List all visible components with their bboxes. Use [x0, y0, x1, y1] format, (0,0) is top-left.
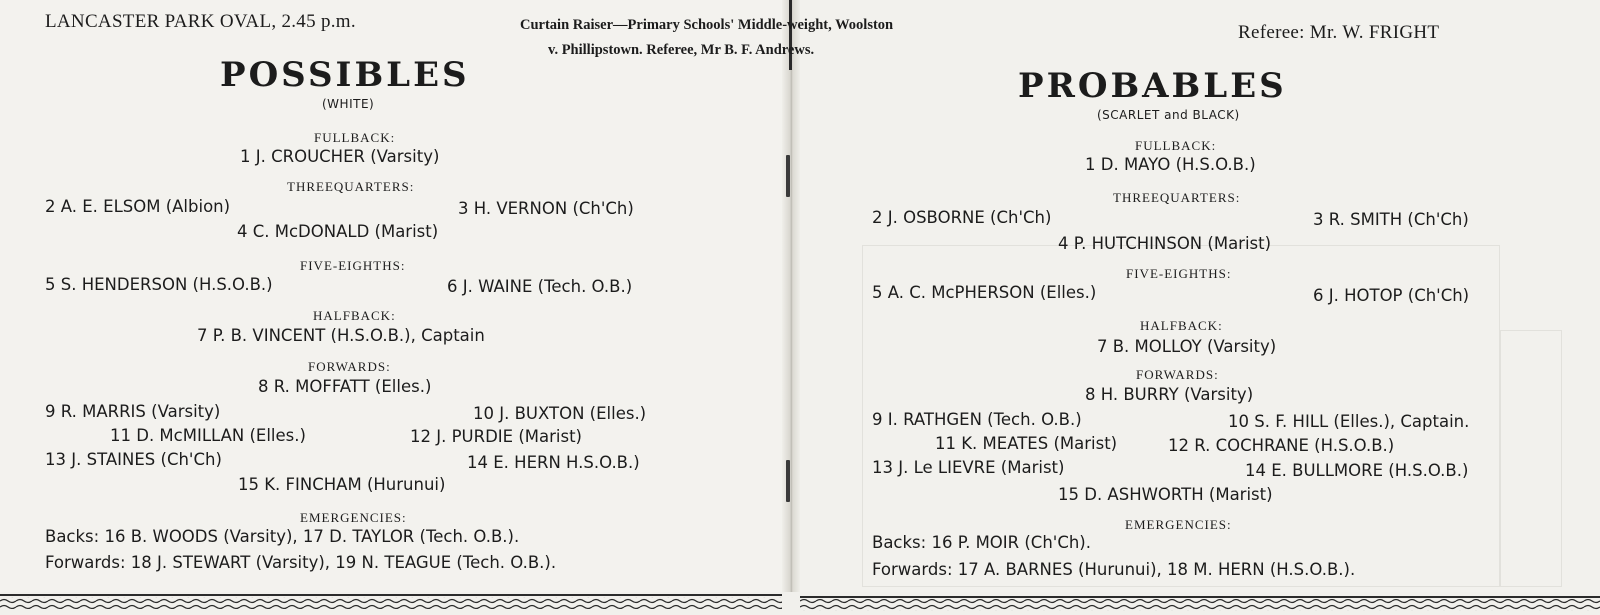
book-spine [782, 0, 800, 615]
possibles-five-eighths-label: FIVE-EIGHTHS: [300, 258, 406, 273]
fold-line [789, 0, 792, 70]
probables-player-3: 3 R. SMITH (Ch'Ch) [1313, 210, 1469, 229]
bleed-through-box [1500, 330, 1562, 587]
possibles-player-12: 12 J. PURDIE (Marist) [410, 427, 582, 446]
possibles-colour: (WHITE) [322, 97, 375, 111]
probables-emergency-backs: Backs: 16 P. MOIR (Ch'Ch). [872, 533, 1091, 552]
probables-player-8: 8 H. BURRY (Varsity) [1085, 385, 1254, 404]
decorative-wave-border [0, 592, 1600, 615]
staple [786, 155, 790, 197]
possibles-player-14: 14 E. HERN H.S.O.B.) [467, 453, 640, 472]
possibles-player-5: 5 S. HENDERSON (H.S.O.B.) [45, 275, 273, 294]
probables-emergencies-label: EMERGENCIES: [1125, 517, 1232, 532]
staple [786, 460, 790, 502]
probables-player-5: 5 A. C. McPHERSON (Elles.) [872, 283, 1097, 302]
probables-five-eighths-label: FIVE-EIGHTHS: [1126, 266, 1232, 281]
venue-time: LANCASTER PARK OVAL, 2.45 p.m. [45, 11, 356, 32]
possibles-emergency-forwards: Forwards: 18 J. STEWART (Varsity), 19 N. TEAGUE (Tech. O.B.). [45, 553, 557, 572]
probables-fullback: 1 D. MAYO (H.S.O.B.) [1085, 155, 1256, 174]
possibles-player-2: 2 A. E. ELSOM (Albion) [45, 197, 231, 216]
probables-threequarters-label: THREEQUARTERS: [1113, 190, 1241, 205]
probables-fullback-label: FULLBACK: [1135, 138, 1217, 153]
probables-emergency-forwards: Forwards: 17 A. BARNES (Hurunui), 18 M. HERN (H.S.O.B.). [872, 560, 1356, 579]
possibles-player-15: 15 K. FINCHAM (Hurunui) [238, 475, 446, 494]
probables-player-6: 6 J. HOTOP (Ch'Ch) [1313, 286, 1470, 305]
probables-player-9: 9 I. RATHGEN (Tech. O.B.) [872, 410, 1082, 429]
probables-forwards-label: FORWARDS: [1136, 367, 1219, 382]
probables-player-7: 7 B. MOLLOY (Varsity) [1097, 337, 1277, 356]
possibles-player-11: 11 D. McMILLAN (Elles.) [110, 426, 306, 445]
possibles-player-8: 8 R. MOFFATT (Elles.) [258, 377, 432, 396]
possibles-fullback: 1 J. CROUCHER (Varsity) [240, 147, 440, 166]
possibles-fullback-label: FULLBACK: [314, 130, 396, 145]
probables-player-10: 10 S. F. HILL (Elles.), Captain. [1228, 412, 1470, 431]
possibles-player-9: 9 R. MARRIS (Varsity) [45, 402, 221, 421]
probables-title: PROBABLES [1018, 66, 1287, 106]
curtain-raiser-line2: v. Phillipstown. Referee, Mr B. F. Andrews. [548, 42, 815, 58]
probables-halfback-label: HALFBACK: [1140, 318, 1223, 333]
possibles-emergency-backs: Backs: 16 B. WOODS (Varsity), 17 D. TAYLOR (Tech. O.B.). [45, 527, 520, 546]
probables-player-15: 15 D. ASHWORTH (Marist) [1058, 485, 1273, 504]
possibles-forwards-label: FORWARDS: [308, 359, 391, 374]
possibles-player-10: 10 J. BUXTON (Elles.) [473, 404, 647, 423]
possibles-player-4: 4 C. McDONALD (Marist) [237, 222, 439, 241]
possibles-player-3: 3 H. VERNON (Ch'Ch) [458, 199, 634, 218]
curtain-raiser-line1: Curtain Raiser—Primary Schools' Middle-weight, Woolston [520, 17, 894, 33]
probables-player-14: 14 E. BULLMORE (H.S.O.B.) [1245, 461, 1469, 480]
probables-player-12: 12 R. COCHRANE (H.S.O.B.) [1168, 436, 1395, 455]
probables-player-11: 11 K. MEATES (Marist) [935, 434, 1118, 453]
probables-player-2: 2 J. OSBORNE (Ch'Ch) [872, 208, 1052, 227]
probables-colour: (SCARLET and BLACK) [1097, 108, 1240, 122]
possibles-title: POSSIBLES [220, 55, 470, 95]
possibles-player-13: 13 J. STAINES (Ch'Ch) [45, 450, 222, 469]
possibles-halfback-label: HALFBACK: [313, 308, 396, 323]
probables-player-13: 13 J. Le LIEVRE (Marist) [872, 458, 1065, 477]
possibles-threequarters-label: THREEQUARTERS: [287, 179, 415, 194]
possibles-emergencies-label: EMERGENCIES: [300, 510, 407, 525]
referee: Referee: Mr. W. FRIGHT [1238, 22, 1440, 43]
possibles-player-7: 7 P. B. VINCENT (H.S.O.B.), Captain [197, 326, 485, 345]
probables-player-4: 4 P. HUTCHINSON (Marist) [1058, 234, 1272, 253]
possibles-player-6: 6 J. WAINE (Tech. O.B.) [447, 277, 633, 296]
